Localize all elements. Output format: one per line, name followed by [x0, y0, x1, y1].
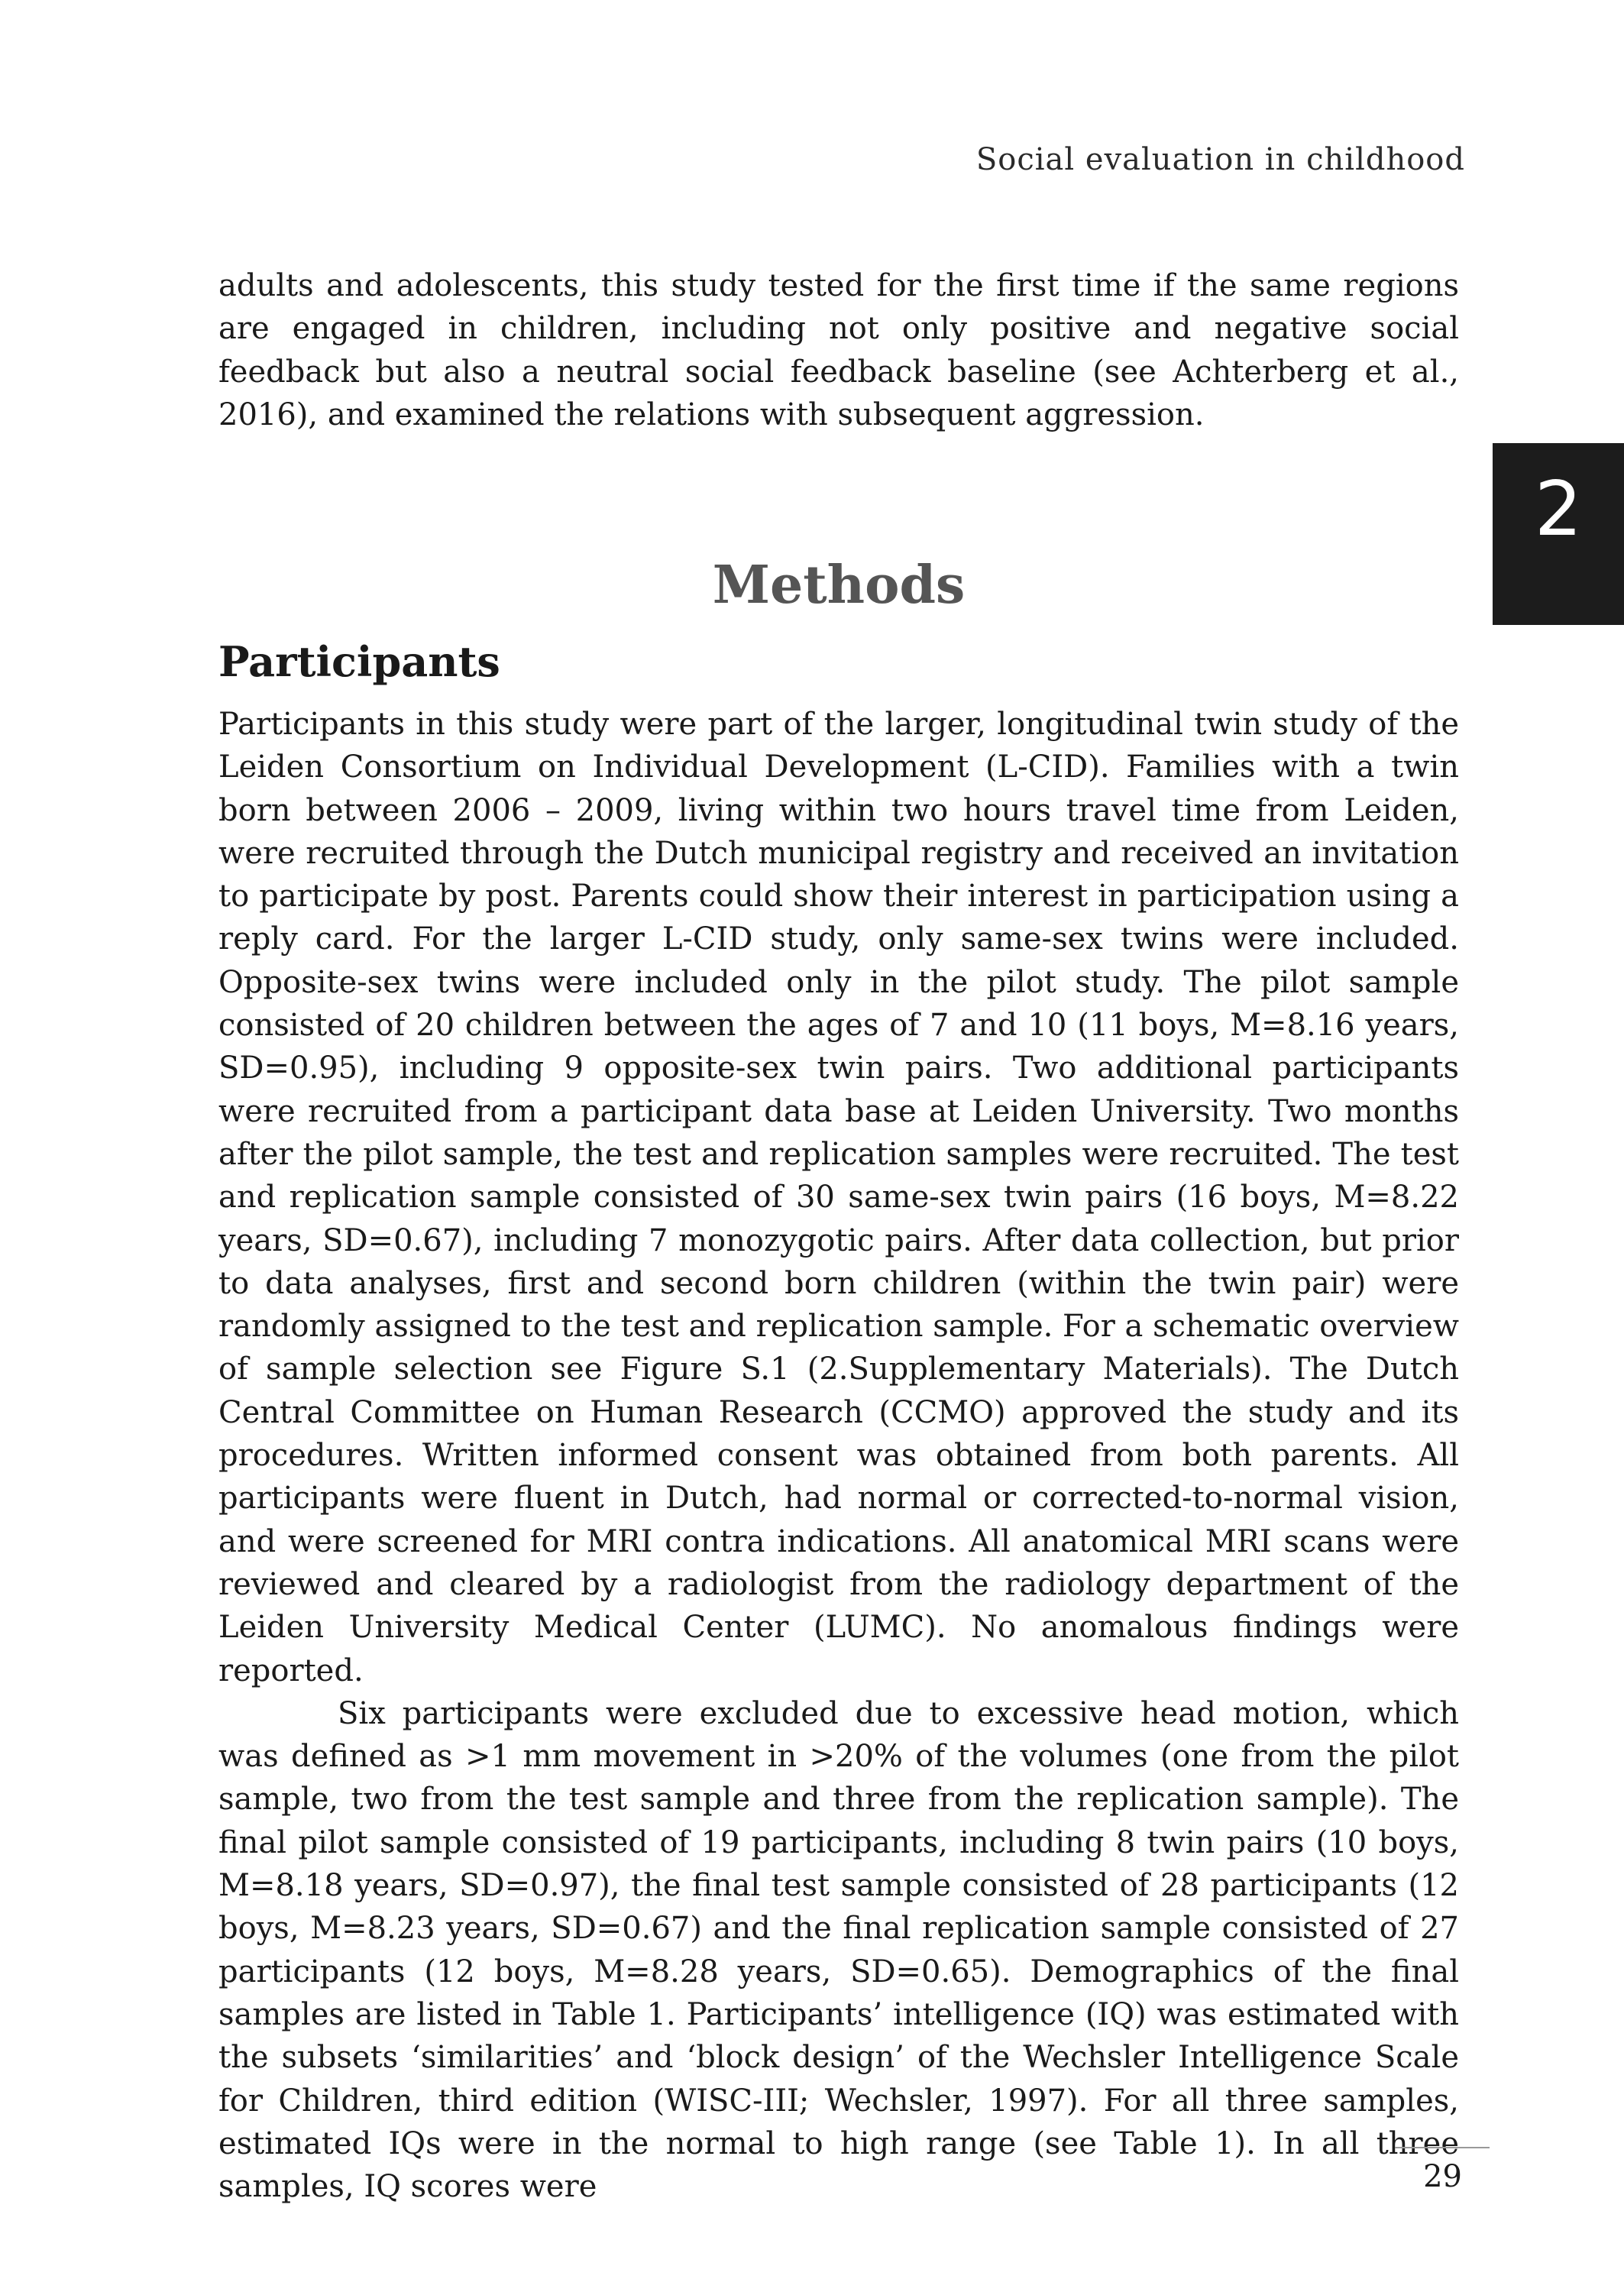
- chapter-number: 2: [1534, 466, 1583, 553]
- body-paragraph: Participants in this study were part of the larger, longitudinal twin study of the Leiden Consortium on Individual Development (L-CID). Families with a twin born between 2006 – 2009, living within two hours travel time from Leiden, were recruited through the Dutch municipal registry and received an invitation to participate by post. Parents could show their interest in participation using a reply card. For the larger L-CID study, only same-sex twins were included. Opposite-sex twins were included only in the pilot study. The pilot sample consisted of 20 children between the ages of 7 and 10 (11 boys, M=8.16 years, SD=0.95), including 9 opposite-sex twin pairs. Two additional participants were recruited from a participant data base at Leiden University. Two months after the pilot sample, the test and replication samples were recruited. The test and replication sample consisted of 30 same-sex twin pairs (16 boys, M=8.22 years, SD=0.67), including 7 monozygotic pairs. After data collection, but prior to data analyses, first and second born children (within the twin pair) were randomly assigned to the test and replication sample. For a schematic overview of sample selection see Figure S.1 (2.Supplementary Materials). The Dutch Central Committee on Human Research (CCMO) approved the study and its procedures. Written informed consent was obtained from both parents. All participants were fluent in Dutch, had normal or corrected-to-normal vision, and were screened for MRI contra indications. All anatomical MRI scans were reviewed and cleared by a radiologist from the radiology department of the Leiden University Medical Center (LUMC). No anomalous findings were reported.: [218, 707, 1460, 1688]
- section-title: Methods: [712, 555, 966, 616]
- page-number: 29: [1423, 2159, 1462, 2194]
- intro-text: [218, 264, 1459, 436]
- subsection-title: Participants: [218, 637, 500, 686]
- participants-text: [218, 703, 1459, 2208]
- intro-paragraph: adults and adolescents, this study tested for the first time if the same regions are engaged in children, including not only positive and negative social feedback but also a neutral social feedback baseline (see Achterberg et al., 2016), and examined the relations with subsequent aggression.: [218, 268, 1459, 432]
- footer-rule: [1395, 2147, 1490, 2148]
- running-header: Social evaluation in childhood: [975, 142, 1465, 177]
- chapter-tab: [1493, 443, 1624, 625]
- body-paragraph: Six participants were excluded due to excessive head motion, which was defined as >1 mm movement in >20% of the volumes (one from the pilot sample, two from the test sample and three from the replication sample). The final pilot sample consisted of 19 participants, including 8 twin pairs (10 boys, M=8.18 years, SD=0.97), the final test sample consisted of 28 participants (12 boys, M=8.23 years, SD=0.67) and the final replication sample consisted of 27 participants (12 boys, M=8.28 years, SD=0.65). Demographics of the final samples are listed in Table 1. Participants’ intelligence (IQ) was estimated with the subsets ‘similarities’ and ‘block design’ of the Wechsler Intelligence Scale for Children, third edition (WISC-III; Wechsler, 1997). For all three samples, estimated IQs were in the normal to high range (see Table 1). In all three samples, IQ scores were: [218, 1695, 1459, 2205]
